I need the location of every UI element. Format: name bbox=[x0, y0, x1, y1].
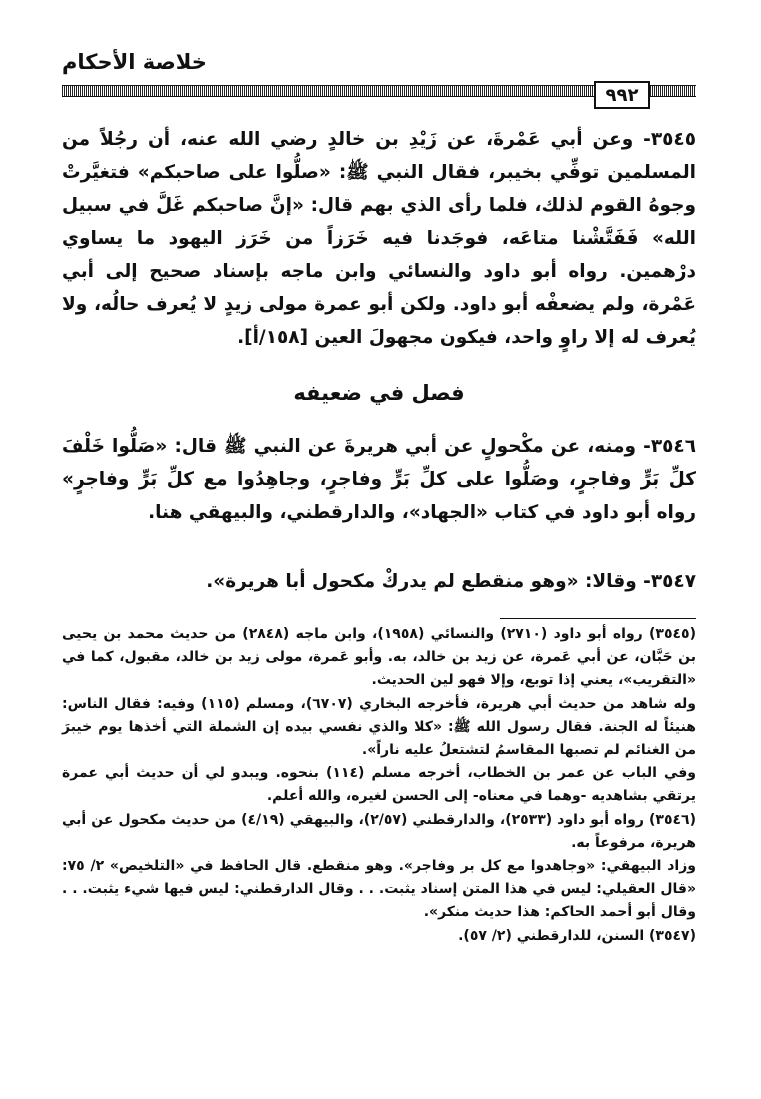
footnote-3545: (٣٥٤٥) رواه أبو داود (٢٧١٠) والنسائي (١٩٥٨)، وابن ماجه (٢٨٤٨) من حديث محمد بن يحيى بن حَبَّان، عن أبي عَمرة، عن زيد بن خالد، به. وأبو عَمرة، مولى زيد بن خالد، مقبول، كما في «التقريب»، يعني إذا توبع، وإلا فهو لين الحديث. bbox=[62, 626, 696, 689]
running-header-title: خلاصة الأحكام bbox=[62, 50, 207, 74]
section-heading: فصل في ضعيفه bbox=[293, 381, 465, 405]
main-text-block-1 bbox=[62, 123, 696, 354]
footnote-3545-note: وفي الباب عن عمر بن الخطاب، أخرجه مسلم (١١٤) بنحوه. ويبدو لي أن حديث أبي عمرة يرتقي بشاهديه -وهما في معناه- إلى الحسن لغيره، والله أعلم. bbox=[62, 765, 696, 805]
hadith-3545: ٣٥٤٥- وعن أبي عَمْرةَ، عن زَيْدِ بن خالدٍ رضي الله عنه، أن رجُلاً من المسلمين توفِّي بخيبر، فقال النبي ﷺ: «صلُّوا على صاحبكم» فتغيَّرتْ وجوهُ القوم لذلك، فلما رأى الذي بهم قال: «إنَّ صاحبكم غَلَّ في سبيل الله» فَفَتَّشْنا متاعَه، فوجَدنا فيه خَرَزاً من خَرَز اليهود ما يساوي درْهمين. رواه أبو داود والنسائي وابن ماجه بإسناد صحيح إلى أبي عَمْرة، ولم يضعفْه أبو داود. ولكن أبو عمرة مولى زيدٍ لا يُعرف حالُه، ولا يُعرف له إلا راوٍ واحد، فيكون مجهولَ العين [١٥٨/أ]. bbox=[62, 129, 696, 348]
footnote-3545-witness: وله شاهد من حديث أبي هريرة، فأخرجه البخاري (٦٧٠٧)، ومسلم (١١٥) وفيه: فقال الناس: هنيئاً له الجنة. فقال رسول الله ﷺ: «كلا والذي نفسي بيده إن الشملة التي أخذها يوم خيبرَ من الغنائم لم تصبها المقاسمُ لتشتعلُ عليه ناراً». bbox=[62, 695, 696, 759]
hadith-3546: ٣٥٤٦- ومنه، عن مكْحولٍ عن أبي هريرةَ عن النبي ﷺ قال: «صَلُّوا خَلْفَ كلِّ بَرٍّ وفاجرٍ، وصَلُّوا على كلِّ بَرٍّ وفاجرٍ، وجاهِدُوا مع كلِّ بَرٍّ وفاجرٍ» رواه أبو داود في كتاب «الجهاد»، والدارقطني، والبيهقي هنا. bbox=[62, 436, 696, 523]
header-rule bbox=[62, 85, 654, 97]
footnote-separator bbox=[500, 618, 696, 619]
main-text-block-2 bbox=[62, 430, 696, 529]
footnotes bbox=[62, 623, 696, 948]
header-rule-right bbox=[646, 85, 696, 97]
footnote-3546-addition: وزاد البيهقي: «وجاهدوا مع كل بر وفاجر». وهو منقطع. قال الحافظ في «التلخيص» ٢/ ٧٥: «قال العقيلي: ليس في هذا المتن إسناد يثبت. . . وقال الدارقطني: ليس فيها شيء يثبت. . . وقال أبو أحمد الحاكم: هذا حديث منكر». bbox=[62, 858, 696, 921]
page-number: ٩٩٢ bbox=[594, 81, 650, 109]
footnote-3547: (٣٥٤٧) السنن، للدارقطني (٢/ ٥٧). bbox=[458, 927, 696, 944]
main-text-block-3 bbox=[62, 565, 696, 598]
hadith-3547: ٣٥٤٧- وقالا: «وهو منقطع لم يدركْ مكحول أبا هريرة». bbox=[206, 571, 696, 592]
footnote-3546: (٣٥٤٦) رواه أبو داود (٢٥٣٣)، والدارقطني (٢/٥٧)، والبيهقي (٤/١٩) من حديث مكحول عن أبي هريرة، مرفوعاً به. bbox=[62, 811, 696, 851]
